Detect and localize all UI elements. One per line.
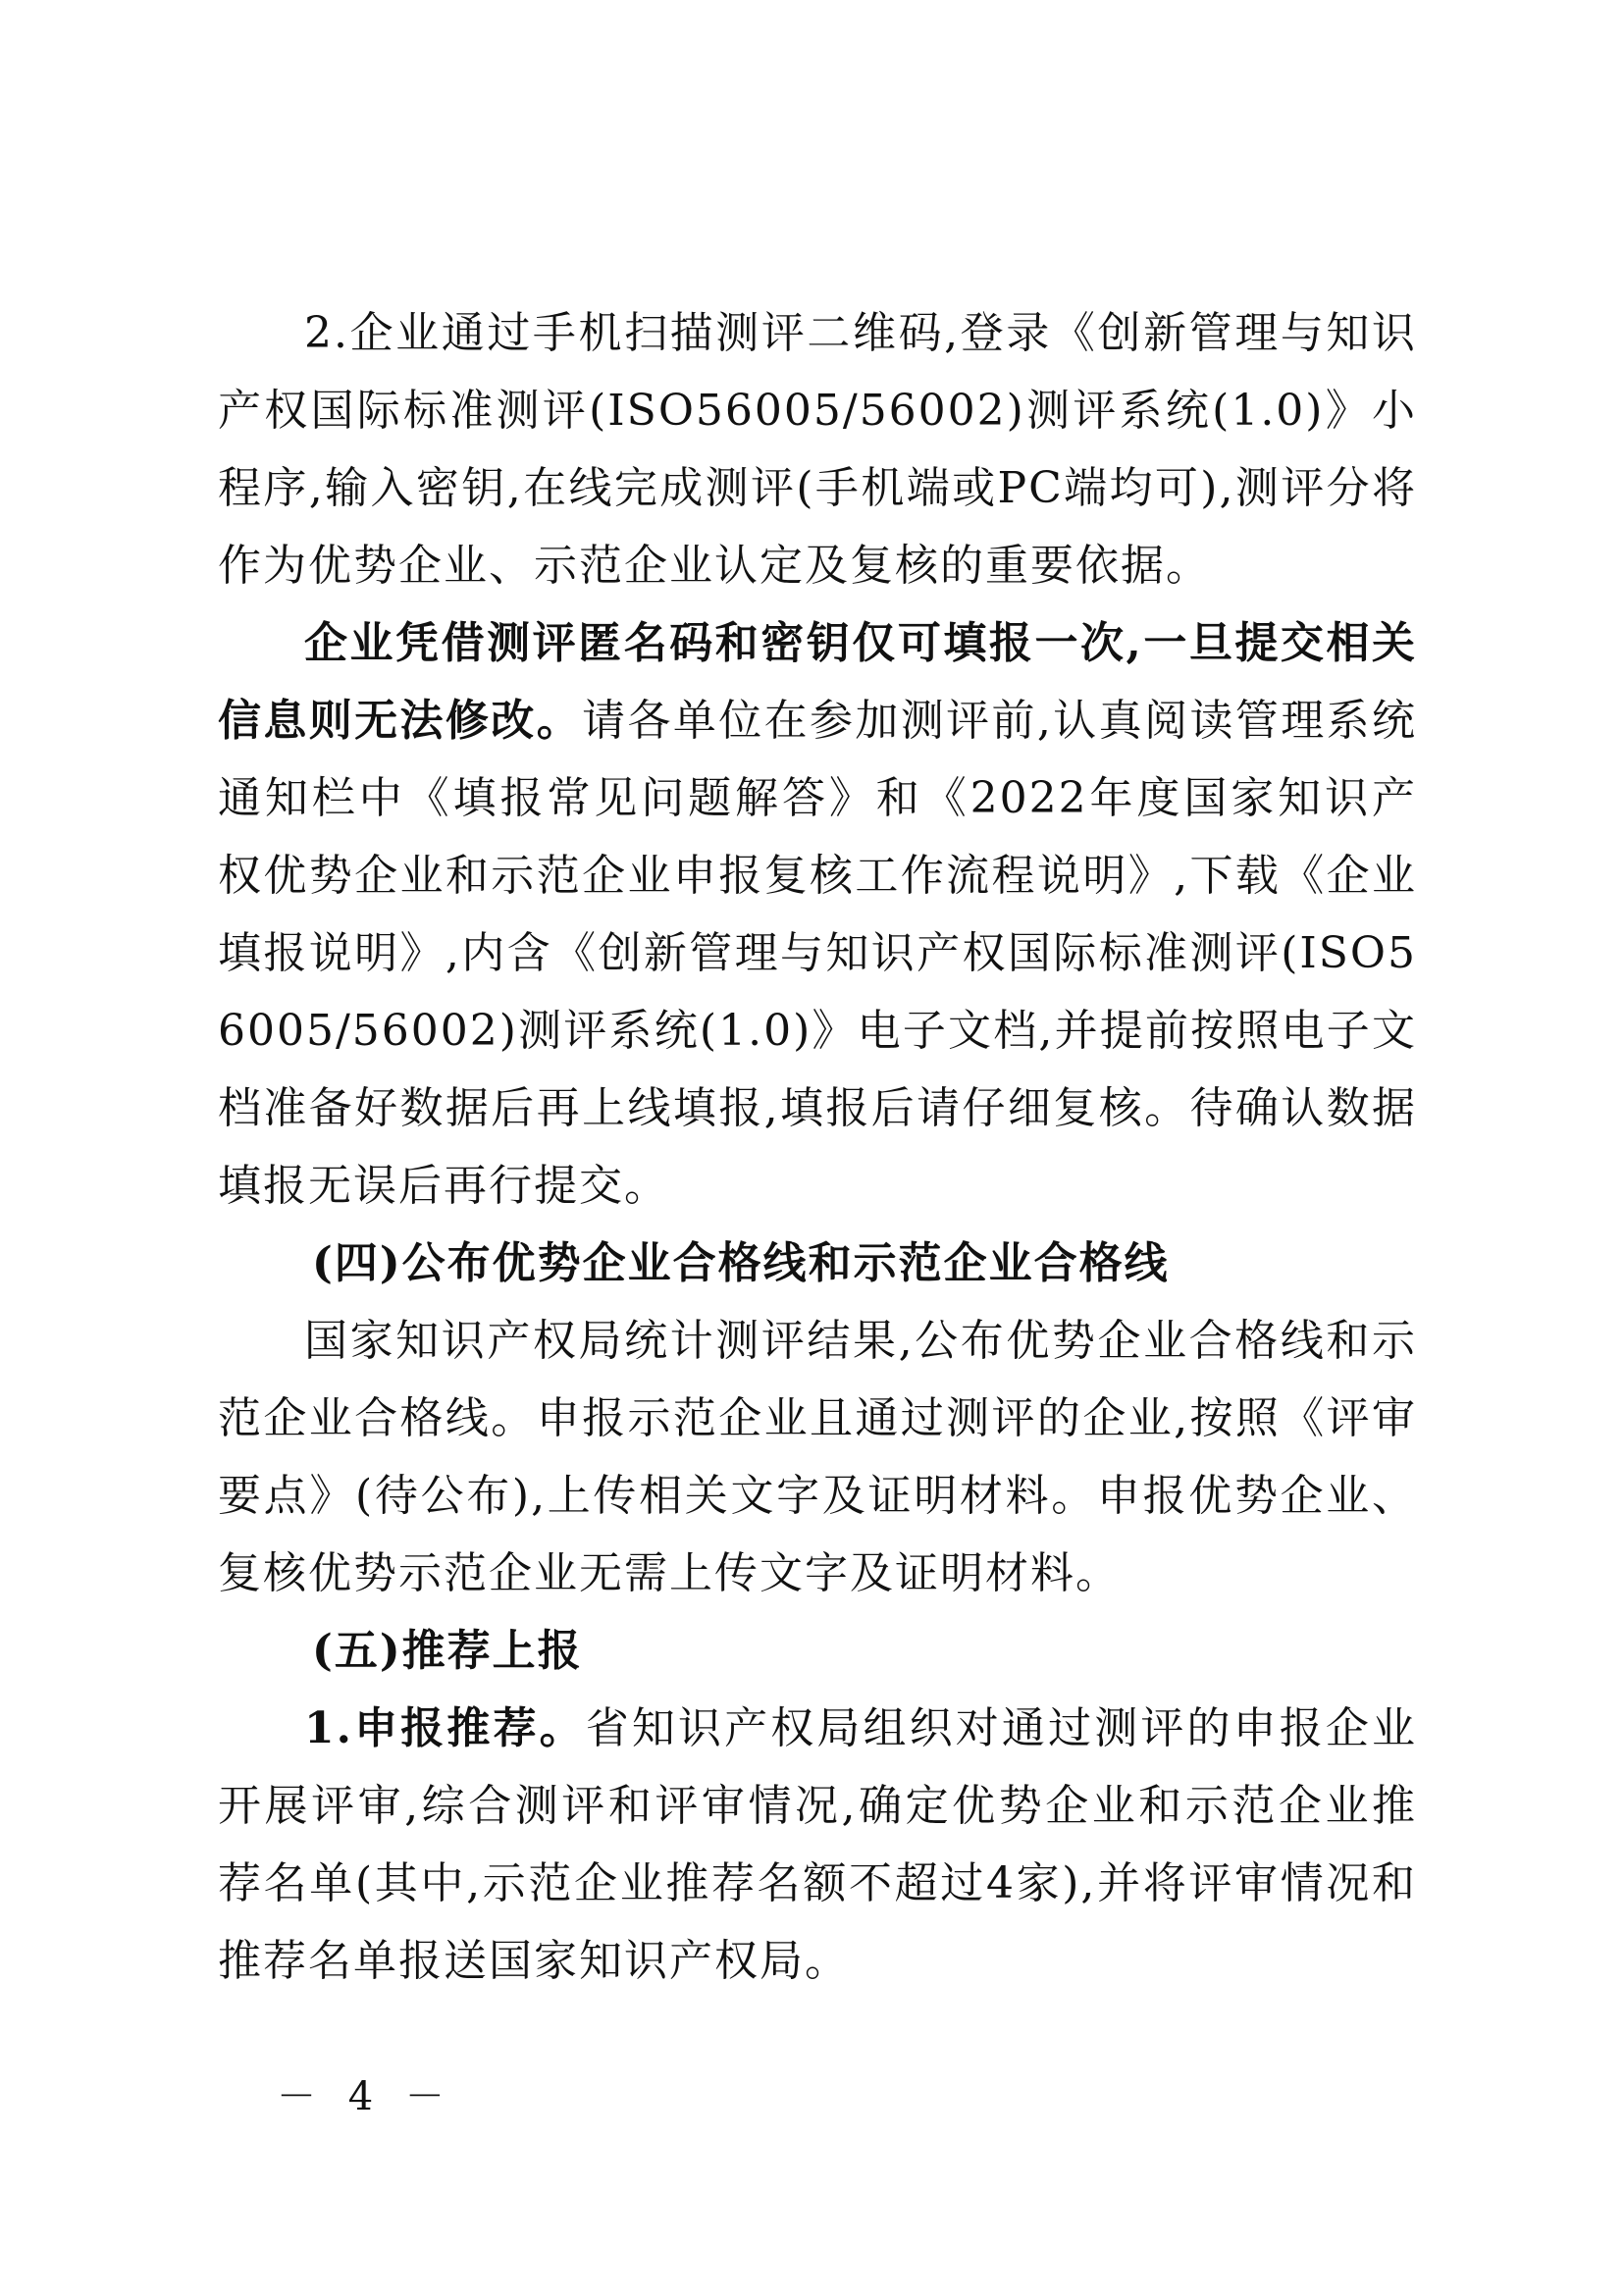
paragraph-submission-notice bbox=[218, 604, 1417, 1225]
paragraph-recommendation bbox=[218, 1690, 1417, 2000]
paragraph-text: 国家知识产权局统计测评结果,公布优势企业合格线和示范企业合格线。申报示范企业且通过测评的企业,按照《评审要点》(待公布),上传相关文字及证明材料。申报优势企业、复核优势示范企业无需上传文字及证明材料。 bbox=[218, 1316, 1417, 1598]
bold-notice: 企业凭借测评匿名码和密钥仅可填报一次,一旦提交相关信息则无法修改。 bbox=[218, 618, 1417, 746]
section-heading-5: (五)推荐上报 bbox=[312, 1626, 583, 1676]
section-heading-4: (四)公布优势企业合格线和示范企业合格线 bbox=[312, 1238, 1170, 1288]
paragraph-text: 2.企业通过手机扫描测评二维码,登录《创新管理与知识产权国际标准测评(ISO56005/56002)测评系统(1.0)》小程序,输入密钥,在线完成测评(手机端或PC端均可),测评分将作为优势企业、示范企业认定及复核的重要依据。 bbox=[218, 308, 1417, 591]
paragraph-text: 省知识产权局组织对通过测评的申报企业开展评审,综合测评和评审情况,确定优势企业和示范企业推荐名单(其中,示范企业推荐名额不超过4家),并将评审情况和推荐名单报送国家知识产权局。 bbox=[218, 1703, 1417, 1986]
page-number: － 4 － bbox=[277, 2074, 454, 2119]
document-body bbox=[218, 294, 1417, 2000]
paragraph-qr-login bbox=[218, 294, 1417, 604]
paragraph-qualification-lines bbox=[218, 1302, 1417, 1612]
paragraph-text: 请各单位在参加测评前,认真阅读管理系统通知栏中《填报常见问题解答》和《2022年度国家知识产权优势企业和示范企业申报复核工作流程说明》,下载《企业填报说明》,内含《创新管理与知识产权国际标准测评(ISO56005/56002)测评系统(1.0)》电子文档,并提前按照电子文档准备好数据后再上线填报,填报后请仔细复核。待确认数据填报无误后再行提交。 bbox=[218, 696, 1417, 1211]
bold-lead: 1.申报推荐。 bbox=[304, 1703, 586, 1753]
